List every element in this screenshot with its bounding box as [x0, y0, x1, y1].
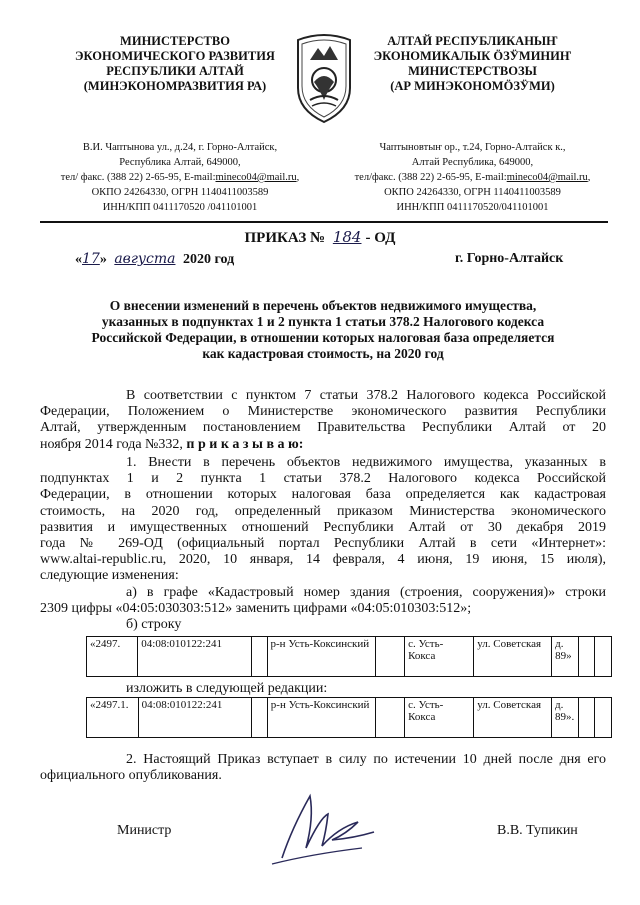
text-line: следующие изменения:	[40, 568, 179, 584]
cell	[376, 698, 405, 738]
phone-text: тел/факс. (388 22) 2-65-95, E-mail:	[354, 172, 507, 183]
okpo-line: ОКПО 24264330, ОГРН 1140411003589	[91, 187, 269, 198]
text-line: подпунктах 1 и 2 пункта 1 статьи 378.2 Налогового кодекса Российской	[40, 471, 606, 487]
text-line	[40, 437, 606, 453]
email-link[interactable]: mineco04@mail.ru	[506, 172, 588, 183]
phone-text: тел/ факс. (388 22) 2-65-95, E-mail:	[60, 172, 216, 183]
punct: ,	[296, 172, 300, 183]
title-line: указанных в подпунктах 1 и 2 пункта 1 статьи 378.2 Налогового кодекса	[101, 314, 545, 329]
restate-text: изложить в следующей редакции:	[126, 681, 328, 696]
text-line: года № 269-ОД (официальный портал Республики Алтай в сети «Интернет»:	[40, 536, 606, 552]
text-line: б) строку	[126, 617, 182, 633]
paragraph-2	[40, 752, 606, 784]
table-row	[87, 698, 612, 738]
email-link[interactable]: mineco04@mail.ru	[215, 172, 297, 183]
text-fragment: ноября 2014 года №332,	[40, 436, 183, 452]
text-line: Федерации, в отношении которых налоговая база определяется как кадастровая	[40, 487, 606, 503]
cell: «2497.1.	[87, 698, 139, 738]
text-line: Алтай, утвержденным постановлением Правительства Республики Алтай от 20	[40, 420, 606, 436]
cell: 04:08:010122:241	[138, 698, 252, 738]
cell: д. 89»	[552, 637, 579, 677]
cell	[595, 698, 612, 738]
order-date	[75, 251, 234, 268]
order-city: г. Горно-Алтайск	[455, 251, 564, 266]
signer-position: Министр	[117, 823, 172, 838]
cell: с. Усть-Кокса	[405, 698, 474, 738]
text-line: официального опубликования.	[40, 768, 222, 784]
table-new-row	[86, 697, 612, 738]
cell: ул. Советская	[474, 698, 552, 738]
signature-scribble-icon	[262, 788, 382, 868]
okpo-line: ОКПО 24264330, ОГРН 1140411003589	[384, 187, 561, 198]
org-line: АЛТАЙ РЕСПУБЛИКАНЫҤ	[387, 34, 558, 48]
cell: 04:08:010122:241	[138, 637, 252, 677]
header-divider	[40, 221, 608, 223]
text-line: развития и имущественных отношений Республики Алтай от 30 декабря 2019	[40, 519, 606, 535]
cell: д. 89».	[551, 698, 578, 738]
org-name-left	[40, 34, 310, 94]
contact-line	[40, 170, 320, 185]
address-left	[40, 140, 320, 215]
text-line: а) в графе «Кадастровый номер здания (строения, сооружения)» строки	[126, 584, 606, 600]
inn-line: ИНН/КПП 0411170520 /041101001	[102, 202, 258, 213]
quote: »	[99, 252, 107, 267]
address-right	[325, 140, 620, 215]
intro-paragraph	[40, 388, 606, 453]
order-number: 184	[332, 228, 362, 246]
cell	[252, 698, 268, 738]
text-line: www.altai-republic.ru, 2020, 10 января, 14 февраля, 4 июня, 19 июня, 15 июля),	[40, 552, 606, 568]
text-line: Федерации, Положением о Министерстве экономического развития Республики	[40, 404, 606, 420]
text-line: 2309 цифры «04:05:030303:512» заменить цифрами «04:05:010303:512»;	[40, 600, 472, 616]
org-line: (МИНЭКОНОМРАЗВИТИЯ РА)	[83, 79, 267, 93]
quote: «	[75, 252, 82, 267]
text-line: 1. Внести в перечень объектов недвижимого имущества, указанных в	[126, 455, 606, 470]
cell: ул. Советская	[474, 637, 552, 677]
order-heading	[0, 228, 640, 247]
prikazyvayu-text: п р и к а з ы в а ю:	[186, 436, 304, 452]
date-month: августа	[114, 251, 176, 267]
signer-name: В.В. Тупикин	[497, 823, 578, 838]
cell	[376, 637, 405, 677]
org-name-right	[330, 34, 615, 94]
text-line: 2. Настоящий Приказ вступает в силу по истечении 10 дней после дня его	[126, 752, 606, 767]
address-line: В.И. Чаптынова ул., д.24, г. Горно-Алтайск,	[82, 142, 278, 153]
cell: р-н Усть-Коксинский	[267, 698, 376, 738]
cell: р-н Усть-Коксинский	[267, 637, 376, 677]
cell	[251, 637, 267, 677]
org-line: РЕСПУБЛИКИ АЛТАЙ	[106, 64, 244, 78]
cell: с. Усть-Кокса	[405, 637, 474, 677]
org-line: МИНИСТЕРСТВОЗЫ	[408, 64, 537, 78]
address-line: Алтай Республика, 649000,	[411, 157, 534, 168]
text-line: В соответствии с пунктом 7 статьи 378.2 Налогового кодекса Российской	[126, 388, 606, 403]
org-line: МИНИСТЕРСТВО	[120, 34, 230, 48]
address-line: Чаптыновтыҥ ор., т.24, Горно-Алтайск к.,	[379, 142, 566, 153]
cell: «2497.	[87, 637, 138, 677]
date-day: 17	[82, 251, 100, 267]
cell	[578, 698, 594, 738]
cell	[578, 637, 595, 677]
contact-line	[325, 170, 620, 185]
document-title	[40, 298, 606, 362]
paragraph-1	[40, 455, 606, 633]
org-line: (АР МИНЭКОНОМÖЗӰМИ)	[390, 79, 555, 93]
date-year: 2020 год	[182, 252, 235, 267]
order-label: ПРИКАЗ №	[244, 230, 326, 246]
title-line: как кадастровая стоимость, на 2020 год	[202, 346, 444, 361]
title-line: О внесении изменений в перечень объектов недвижимого имущества,	[109, 298, 537, 313]
punct: ,	[587, 172, 591, 183]
title-line: Российской Федерации, в отношении которых налоговая база определяется	[91, 330, 555, 345]
address-line: Республика Алтай, 649000,	[119, 157, 241, 168]
text-line: стоимость, на 2020 год, определенный приказом Министерства экономического	[40, 503, 606, 519]
org-line: ЭКОНОМИКАЛЫК ÖЗӰМИНИҤ	[373, 49, 572, 63]
table-old-row	[86, 636, 612, 677]
cell	[595, 637, 612, 677]
table-row	[87, 637, 612, 677]
inn-line: ИНН/КПП 0411170520/041101001	[396, 202, 549, 213]
order-suffix: - ОД	[365, 230, 396, 246]
org-line: ЭКОНОМИЧЕСКОГО РАЗВИТИЯ	[75, 49, 275, 63]
